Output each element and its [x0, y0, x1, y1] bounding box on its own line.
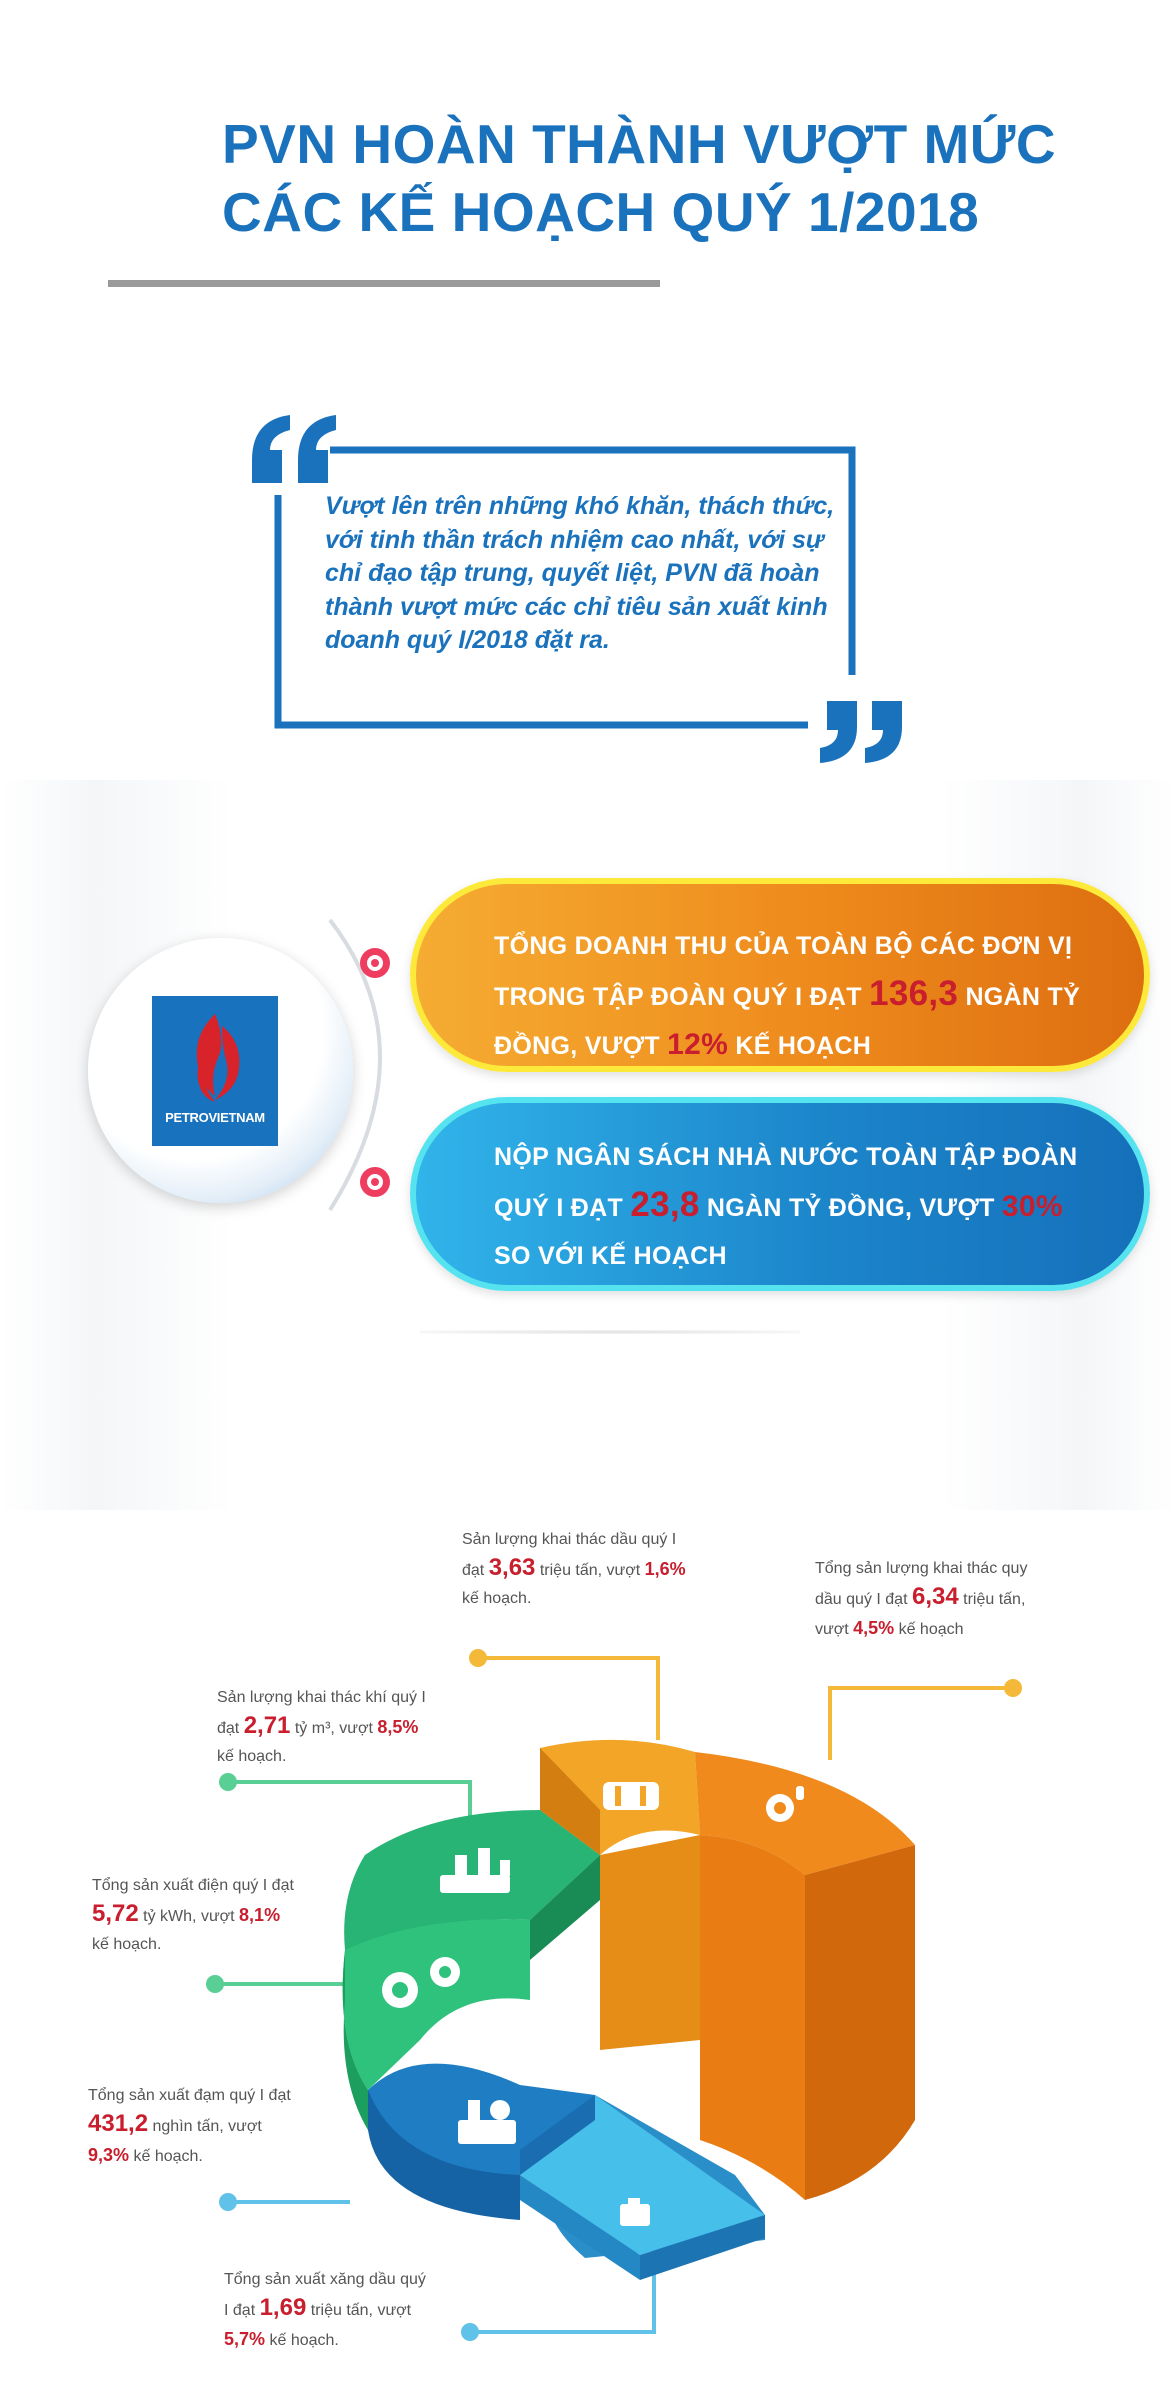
power-value: 5,72	[92, 1900, 139, 1927]
logo-wordmark: PETROVIETNAM	[165, 1110, 265, 1125]
budget-percent: 30%	[1001, 1190, 1063, 1223]
power-unit: tỷ kWh, vượt	[138, 1908, 240, 1925]
total-oil-percent: 4,5%	[853, 1618, 895, 1638]
total-oil-label: Tổng sản lượng khai thác quy	[815, 1560, 1028, 1577]
gas-annotation	[217, 1684, 517, 1771]
oil-value: 3,63	[488, 1554, 536, 1581]
gas-label: Sản lượng khai thác khí quý I	[217, 1689, 426, 1706]
budget-text-b: NGÀN TỶ ĐỒNG, VƯỢT	[699, 1194, 1002, 1222]
gas-leader-line	[228, 1782, 470, 1820]
pill-shadow	[420, 1330, 800, 1334]
revenue-bullet-icon	[360, 948, 390, 978]
power-label: Tổng sản xuất điện quý I đạt	[92, 1877, 294, 1894]
oil-unit: triệu tấn, vượt	[535, 1562, 645, 1579]
budget-text-a: NỘP NGÂN SÁCH NHÀ NƯỚC TOÀN TẬP ĐOÀN QUÝ I ĐẠT	[494, 1143, 1078, 1222]
fuel-prefix: I đạt	[224, 2302, 260, 2319]
quote-text: Vượt lên trên những khó khăn, thách thức, với tinh thần trách nhiệm cao nhất, với sự chỉ đạo tập trung, quyết liệt, PVN đã hoàn thành vượt mức các chỉ tiêu sản xuất kinh doanh quý I/2018 đặt ra.	[325, 492, 835, 654]
total-oil-line2: dầu quý I đạt	[815, 1591, 912, 1608]
budget-bullet-icon	[360, 1167, 390, 1197]
total-oil-leader-line	[830, 1688, 1013, 1760]
total-oil-unit: triệu tấn,	[958, 1591, 1026, 1608]
gas-value: 2,71	[243, 1712, 291, 1739]
revenue-highlight	[410, 878, 1150, 1072]
gas-prefix: đạt	[217, 1720, 244, 1737]
power-annotation	[92, 1872, 382, 1959]
fuel-percent: 5,7%	[224, 2329, 266, 2349]
title-line-2: CÁC KẾ HOẠCH QUÝ 1/2018	[222, 181, 980, 243]
revenue-text-a: TỔNG DOANH THU CỦA TOÀN BỘ CÁC ĐƠN VỊ TRONG TẬP ĐOÀN QUÝ I ĐẠT	[494, 932, 1073, 1011]
revenue-text-b: NGÀN TỶ ĐỒNG, VƯỢT	[494, 983, 1081, 1060]
fertilizer-unit: nghìn tấn, vượt	[148, 2118, 262, 2135]
fertilizer-annotation	[88, 2082, 388, 2171]
budget-text-c: SO VỚI KẾ HOẠCH	[494, 1242, 727, 1270]
revenue-percent: 12%	[667, 1028, 729, 1061]
total-oil-segment	[695, 1752, 915, 2200]
revenue-value: 136,3	[869, 974, 959, 1013]
fertilizer-suffix: kế hoạch.	[129, 2148, 203, 2165]
total-oil-annotation	[815, 1555, 1135, 1644]
oil-label: Sản lượng khai thác dầu quý I	[462, 1531, 677, 1548]
oil-percent: 1,6%	[644, 1559, 686, 1579]
total-oil-suffix: kế hoạch	[894, 1621, 964, 1638]
gas-percent: 8,5%	[377, 1717, 419, 1737]
revenue-text-c: KẾ HOẠCH	[728, 1032, 872, 1060]
title-line-1: PVN HOÀN THÀNH VƯỢT MỨC	[222, 113, 1057, 175]
oil-annotation	[462, 1526, 762, 1613]
oil-barrel-icon	[603, 1782, 659, 1810]
fuel-value: 1,69	[259, 2294, 307, 2321]
total-oil-prefix3: vượt	[815, 1621, 854, 1638]
fertilizer-label: Tổng sản xuất đạm quý I đạt	[88, 2087, 291, 2104]
power-percent: 8,1%	[239, 1905, 281, 1925]
fertilizer-percent: 9,3%	[88, 2145, 130, 2165]
oil-suffix: kế hoạch.	[462, 1590, 532, 1607]
page-title	[222, 110, 1122, 246]
power-suffix: kế hoạch.	[92, 1936, 162, 1953]
fuel-annotation	[224, 2266, 524, 2355]
gas-suffix: kế hoạch.	[217, 1748, 287, 1765]
close-quote-icon	[820, 701, 902, 763]
total-oil-value: 6,34	[911, 1583, 959, 1610]
open-quote-icon	[252, 415, 336, 483]
budget-highlight	[410, 1097, 1150, 1291]
gas-unit: tỷ m³, vượt	[290, 1720, 378, 1737]
fuel-suffix: kế hoạch.	[265, 2332, 339, 2349]
title-divider	[108, 280, 660, 287]
budget-value: 23,8	[630, 1185, 700, 1224]
fertilizer-value: 431,2	[88, 2110, 149, 2137]
fuel-unit: triệu tấn, vượt	[306, 2302, 412, 2319]
fuel-label: Tổng sản xuất xăng dầu quý	[224, 2271, 426, 2288]
oil-prefix: đạt	[462, 1562, 489, 1579]
